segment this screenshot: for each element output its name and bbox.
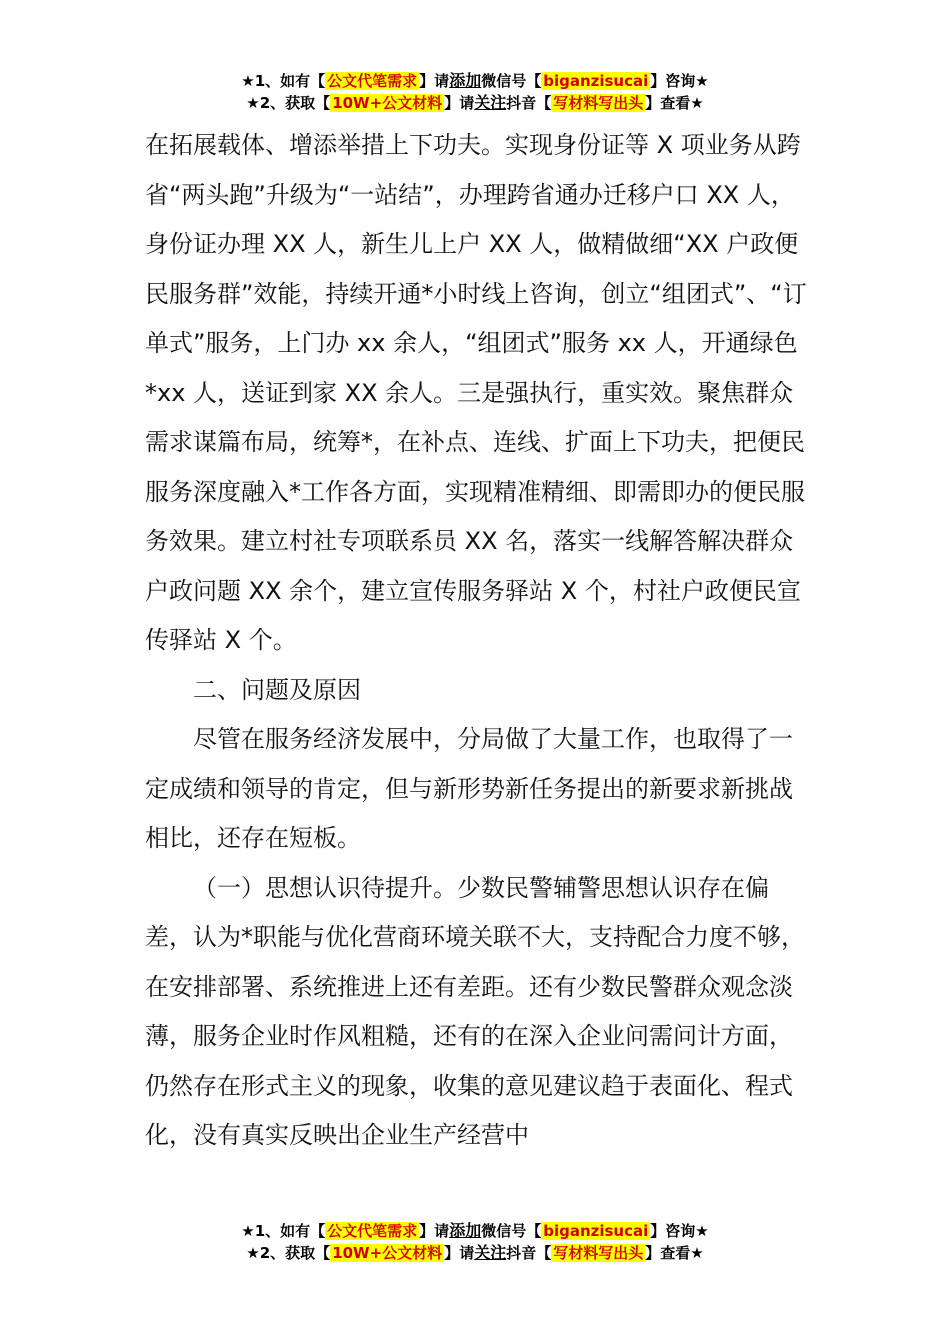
top-ad-banner [0,70,950,114]
section-heading-problems: 二、问题及原因 [193,675,361,704]
banner-line-2: ★2、获取【 10W+公文材料 】请关注抖音【 写材料写出头 】查看★ [246,1243,704,1262]
highlight-materials: 10W+公文材料 [332,1244,443,1262]
highlight-materials: 10W+公文材料 [332,94,443,112]
highlight-douyin-account: 写材料写出头 [553,94,644,112]
paragraph-shortcomings: 尽管在服务经济发展中，分局做了大量工作，也取得了一定成绩和领导的肯定，但与新形势新任务提出的新要求新挑战相比，还存在短板。 [145,725,793,852]
highlight-writing-service: 公文代笔需求 [327,1222,418,1240]
banner-line-1: ★1、如有【 公文代笔需求 】请添加微信号【 biganzisucai 】咨询★ [241,71,709,90]
banner-line-2: ★2、获取【 10W+公文材料 】请关注抖音【 写材料写出头 】查看★ [246,93,704,112]
highlight-wechat-id: biganzisucai [543,1222,649,1240]
paragraph-services: 在拓展载体、增添举措上下功夫。实现身份证等 X 项业务从跨省“两头跑”升级为“一站结”，办理跨省通办迁移户口 XX 人，身份证办理 XX 人，新生儿上户 XX 人，做精做细“XX 户政便民服务群”效能，持续开通*小时线上咨询，创立“组团式”、“订单式”服务，上门办 xx 余人，“组团式”服务 xx 人，开通绿色*xx 人，送证到家 XX 余人。三是强执行，重实效。聚焦群众需求谋篇布局，统筹*，在补点、连线、扩面上下功夫，把便民服务深度融入*工作各方面，实现精准精细、即需即办的便民服务效果。建立村社专项联系员 XX 名，落实一线解答解决群众户政问题 XX 余个，建立宣传服务驿站 X 个，村社户政便民宣传驿站 X 个。 [145,131,807,654]
highlight-douyin-account: 写材料写出头 [553,1244,644,1262]
document-body [145,121,815,1161]
highlight-wechat-id: biganzisucai [543,72,649,90]
highlight-writing-service: 公文代笔需求 [327,72,418,90]
paragraph-ideological-awareness: （一）思想认识待提升。少数民警辅警思想认识存在偏差，认为*职能与优化营商环境关联不大，支持配合力度不够，在安排部署、系统推进上还有差距。还有少数民警群众观念淡薄，服务企业时作风粗糙，还有的在深入企业问需问计方面，仍然存在形式主义的现象，收集的意见建议趋于表面化、程式化，没有真实反映出企业生产经营中 [145,873,805,1149]
bottom-ad-banner [0,1220,950,1264]
banner-line-1: ★1、如有【 公文代笔需求 】请添加微信号【 biganzisucai 】咨询★ [241,1221,709,1240]
